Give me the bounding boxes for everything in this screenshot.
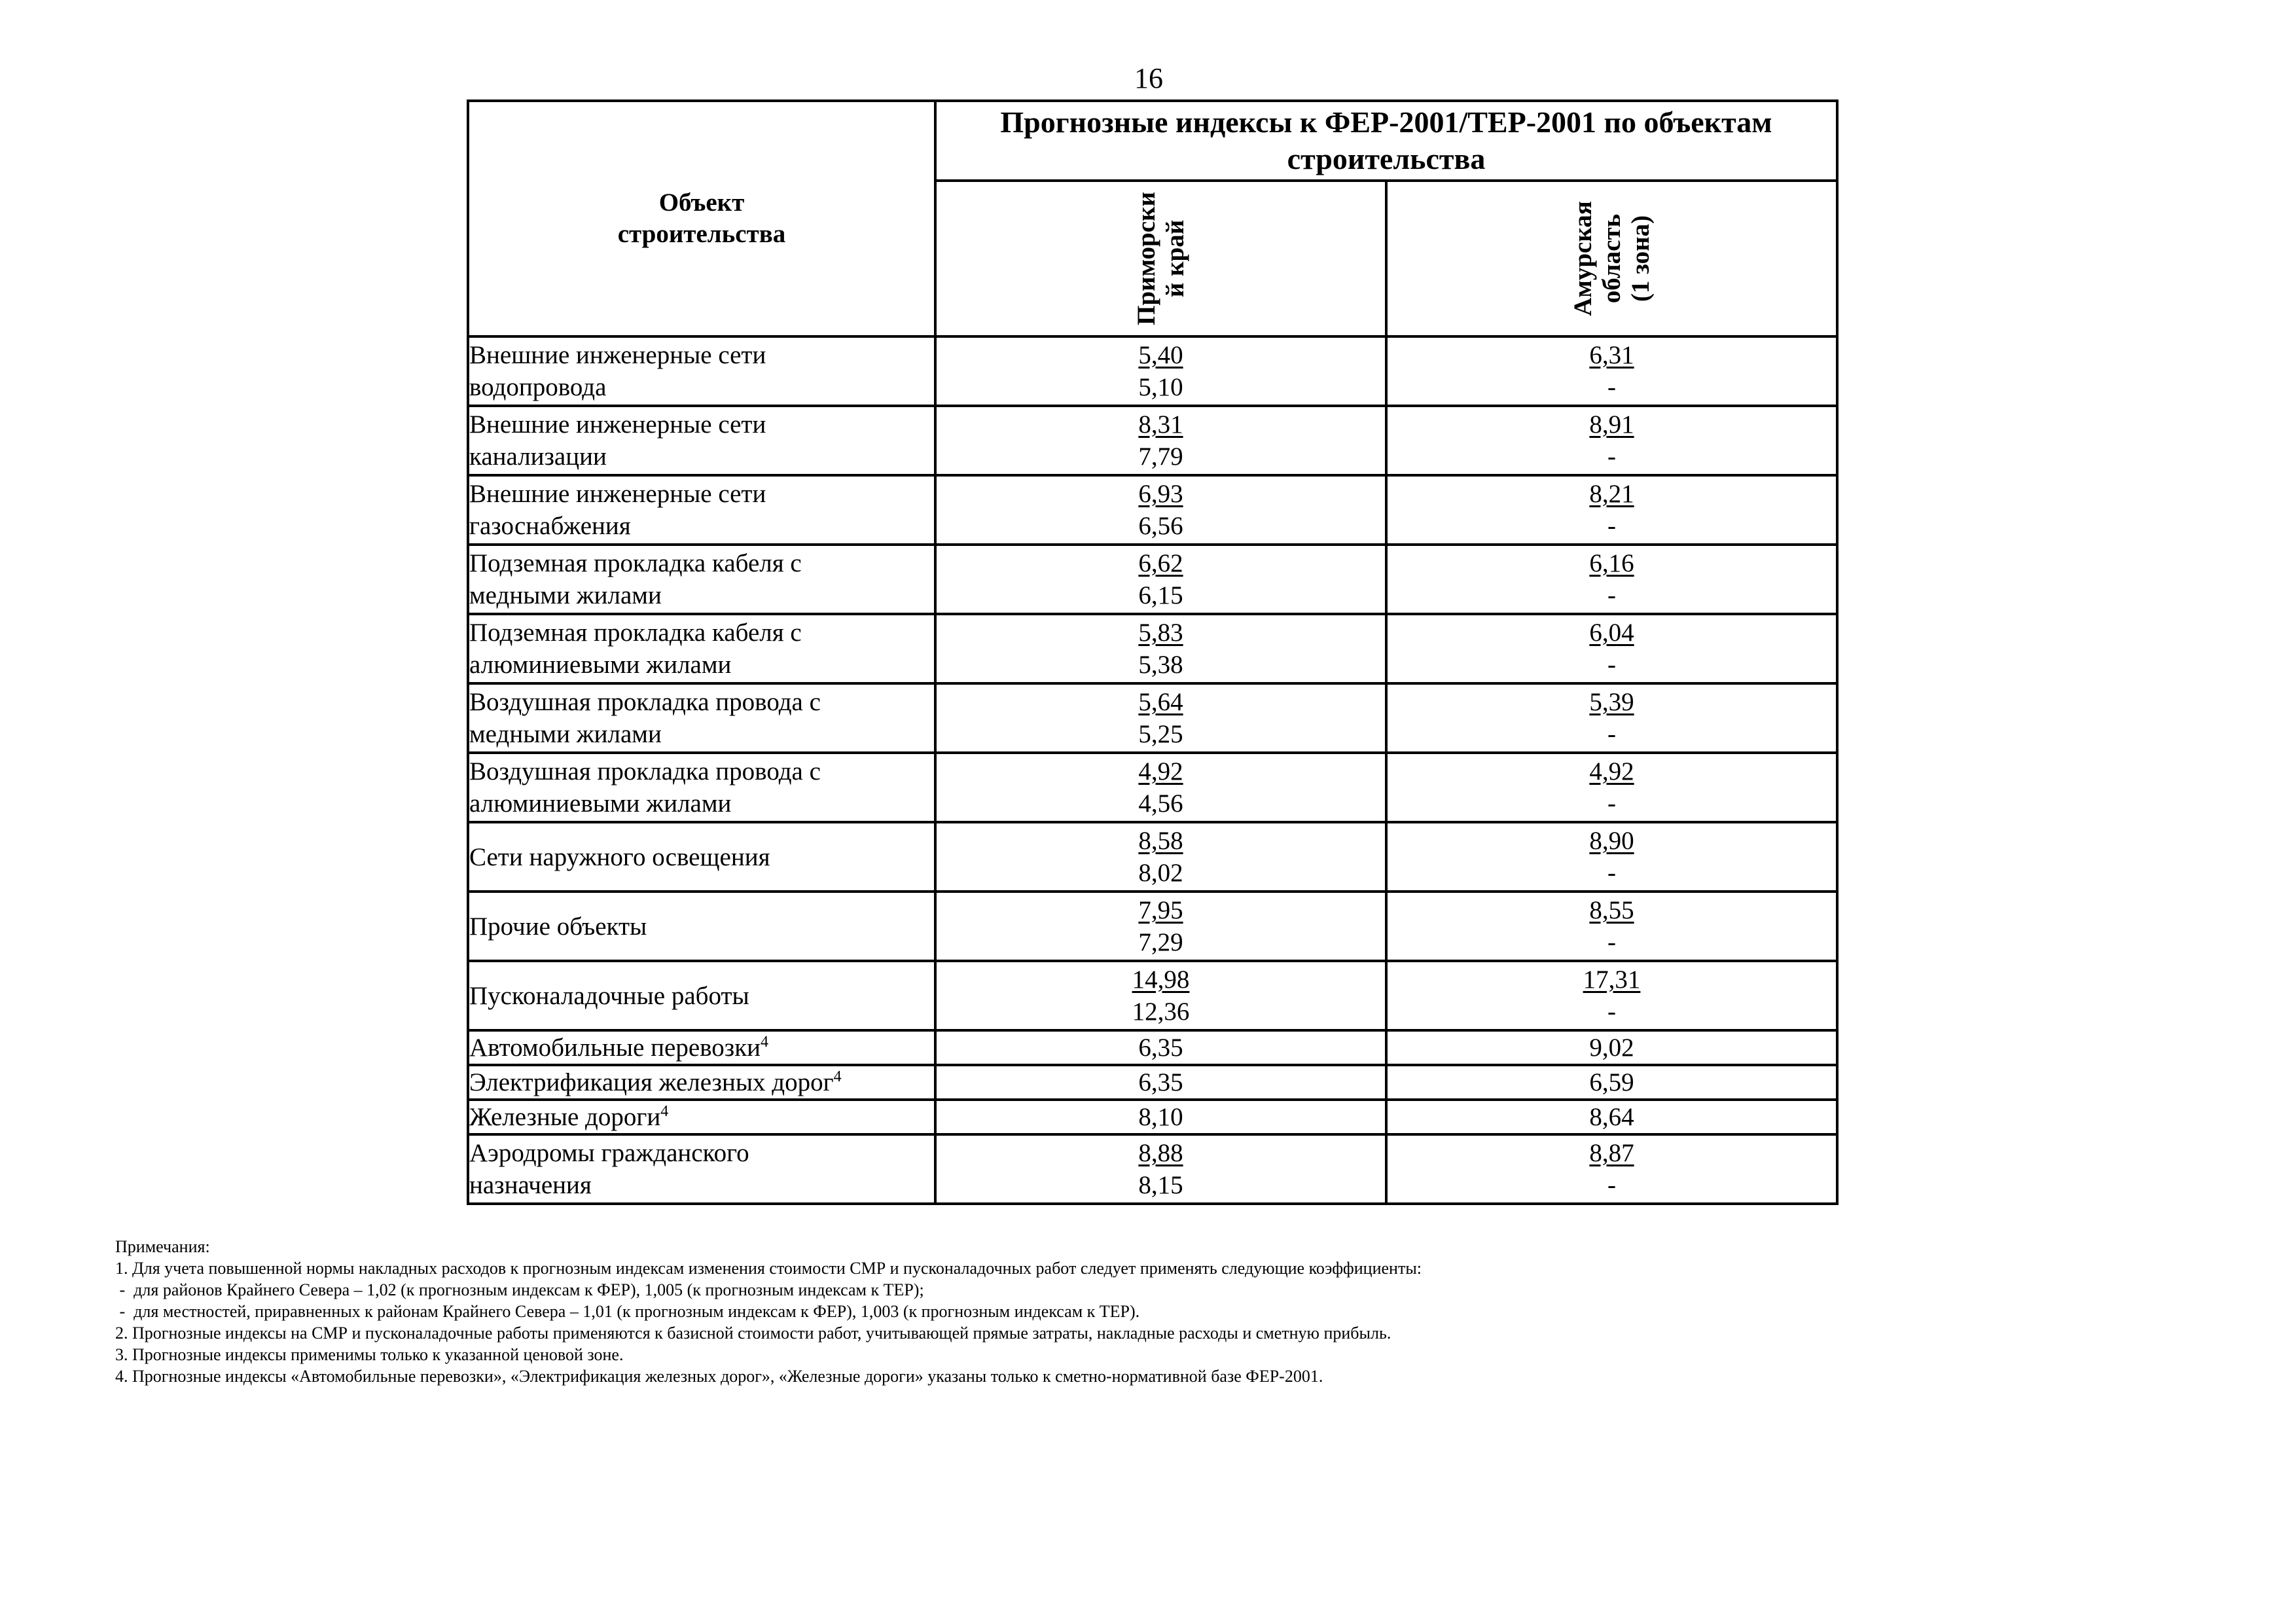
primorsky-index-cell [935,1134,1386,1204]
object-name-cell [468,545,935,614]
object-name-text: Внешние инженерные сети [469,480,766,508]
ter-index-value: 6,59 [1589,1068,1634,1096]
table-row [468,475,1837,545]
amur-index-cell [1386,1100,1837,1134]
ter-index-value: - [1607,789,1616,818]
primorsky-index-cell [935,892,1386,961]
ter-index-value: 5,38 [1138,651,1183,679]
page-number: 16 [1134,62,1163,94]
object-name-line [469,579,934,611]
table-row [468,614,1837,683]
table-row [468,683,1837,753]
table-row [468,961,1837,1030]
primorsky-index-cell [935,1030,1386,1065]
primorsky-index-cell [935,1065,1386,1100]
object-name-text: водопровода [469,373,607,401]
object-name-text: Электрификация железных дорог [469,1068,834,1096]
fer-index-value: 6,31 [1589,341,1634,369]
table-row [468,1134,1837,1204]
fer-index-value: 6,93 [1138,480,1183,508]
object-name-text: Сети наружного освещения [469,842,770,871]
ter-index-value: 6,35 [1138,1068,1183,1096]
object-name-line [469,911,934,943]
table-row [468,1030,1837,1065]
ter-index-value: 4,56 [1138,789,1183,818]
ter-index-value: 12,36 [1132,998,1190,1026]
object-name-line [469,718,934,750]
region-header-primorsky [935,181,1386,336]
object-name-cell [468,1030,935,1065]
object-column-header [468,101,935,336]
primorsky-index-cell [935,822,1386,892]
ter-index-value: 6,56 [1138,512,1183,540]
fer-index-value: 8,55 [1589,896,1634,924]
footnote-marker: 4 [761,1034,769,1051]
fer-index-value: 5,39 [1589,688,1634,716]
fer-index-value: 8,31 [1138,410,1183,439]
note-line: - для местностей, приравненных к районам Крайнего Севера – 1,01 (к прогнозным индексам к ФЕР), 1,003 (к прогнозным индексам к ТЕР). [115,1302,1140,1321]
object-name-line [469,408,934,441]
table-row [468,753,1837,822]
ter-index-value: - [1607,1171,1616,1199]
table-row [468,545,1837,614]
amur-index-cell [1386,1065,1837,1100]
object-name-line [469,371,934,403]
object-name-cell [468,961,935,1030]
amur-index-cell [1386,336,1837,406]
ter-index-value: 8,02 [1138,859,1183,887]
region-header-line: Амурская [1568,201,1597,316]
fer-index-value: 8,91 [1589,410,1634,439]
object-name-text: алюминиевыми жилами [469,651,732,679]
note-line: - для районов Крайнего Севера – 1,02 (к прогнозным индексам к ФЕР), 1,005 (к прогнозным индексам к ТЕР); [115,1280,924,1299]
object-name-line [469,510,934,542]
object-name-cell [468,1065,935,1100]
object-name-text: Прочие объекты [469,912,647,941]
fer-index-value: 6,04 [1589,619,1634,647]
primorsky-index-cell [935,614,1386,683]
object-name-cell [468,683,935,753]
table-row [468,406,1837,475]
object-header-line: Объект [658,189,745,217]
fer-index-value: 8,88 [1138,1139,1183,1167]
fer-index-value: 8,87 [1589,1139,1634,1167]
object-name-line [469,686,934,718]
table-row [468,336,1837,406]
ter-index-value: 9,02 [1589,1034,1634,1062]
ter-index-value: 5,10 [1138,373,1183,401]
object-name-text: Воздушная прокладка провода с [469,757,821,785]
object-name-cell [468,753,935,822]
object-name-cell [468,822,935,892]
primorsky-index-cell [935,545,1386,614]
region-header-amur [1386,181,1837,336]
object-name-text: медными жилами [469,581,662,609]
ter-index-value: - [1607,928,1616,956]
amur-index-cell [1386,961,1837,1030]
fer-index-value: 14,98 [1132,965,1190,994]
footnote-marker: 4 [833,1068,842,1085]
primorsky-index-cell [935,406,1386,475]
primorsky-index-cell [935,475,1386,545]
ter-index-value: - [1607,373,1616,401]
object-name-line [469,478,934,510]
object-name-text: канализации [469,442,607,471]
amur-index-cell [1386,1030,1837,1065]
region-header-line: й край [1160,219,1189,298]
object-name-text: медными жилами [469,720,662,748]
object-name-text: Внешние инженерные сети [469,410,766,439]
ter-index-value: - [1607,442,1616,471]
amur-index-cell [1386,475,1837,545]
object-name-text: Железные дороги [469,1103,661,1131]
primorsky-index-cell [935,336,1386,406]
note-line: 4. Прогнозные индексы «Автомобильные перевозки», «Электрификация железных дорог», «Железные дороги» указаны только к сметно-нормативной базе ФЕР-2001. [115,1367,1323,1386]
fer-index-value: 5,64 [1138,688,1183,716]
ter-index-value: - [1607,651,1616,679]
object-name-line [469,617,934,649]
fer-index-value: 5,40 [1138,341,1183,369]
amur-index-cell [1386,406,1837,475]
fer-index-value: 8,58 [1138,827,1183,855]
object-name-line [469,980,934,1012]
amur-index-cell [1386,892,1837,961]
fer-index-value: 8,90 [1589,827,1634,855]
ter-index-value: 5,25 [1138,720,1183,748]
table-row [468,1065,1837,1100]
amur-index-cell [1386,614,1837,683]
object-name-text: Подземная прокладка кабеля с [469,619,802,647]
object-name-text: Аэродромы гражданского [469,1139,749,1167]
fer-index-value: 5,83 [1138,619,1183,647]
region-header-line: Приморски [1132,192,1160,325]
note-line: 1. Для учета повышенной нормы накладных расходов к прогнозным индексам изменения стоимости СМР и пусконаладочных работ следует применять следующие коэффициенты: [115,1259,1422,1278]
table-row [468,822,1837,892]
object-name-text: газоснабжения [469,512,631,540]
object-name-line [469,441,934,473]
object-name-line [469,755,934,787]
object-name-cell [468,614,935,683]
amur-index-cell [1386,683,1837,753]
ter-index-value: 7,79 [1138,442,1183,471]
note-line: 3. Прогнозные индексы применимы только к указанной ценовой зоне. [115,1345,624,1364]
object-name-line [469,649,934,681]
amur-index-cell [1386,1134,1837,1204]
object-name-cell [468,406,935,475]
group-header-line: Прогнозные индексы к ФЕР-2001/ТЕР-2001 по объектам [1000,105,1772,139]
object-name-text: Автомобильные перевозки [469,1034,761,1062]
ter-index-value: 6,15 [1138,581,1183,609]
object-name-text: Пусконаладочные работы [469,981,749,1010]
object-name-text: Подземная прокладка кабеля с [469,549,802,577]
object-name-line [469,1101,934,1133]
ter-index-value: 8,15 [1138,1171,1183,1199]
index-group-header [935,101,1837,181]
object-name-line [469,547,934,579]
ter-index-value: - [1607,581,1616,609]
region-header-line: (1 зона) [1626,215,1655,302]
amur-index-cell [1386,822,1837,892]
fer-index-value: 7,95 [1138,896,1183,924]
notes-section [115,1236,2210,1387]
fer-index-value: 17,31 [1583,965,1641,994]
object-name-line [469,1066,934,1098]
table-row [468,892,1837,961]
object-name-cell [468,1134,935,1204]
object-name-cell [468,1100,935,1134]
notes-title: Примечания: [115,1237,210,1256]
amur-index-cell [1386,545,1837,614]
primorsky-index-cell [935,683,1386,753]
ter-index-value: - [1607,998,1616,1026]
table-row [468,1100,1837,1134]
object-name-line [469,1032,934,1064]
ter-index-value: 8,10 [1138,1103,1183,1131]
fer-index-value: 6,62 [1138,549,1183,577]
object-name-cell [468,892,935,961]
fer-index-value: 8,21 [1589,480,1634,508]
object-name-line [469,841,934,873]
object-header-line: строительства [617,220,786,248]
forecast-index-table [467,99,1839,1205]
ter-index-value: - [1607,720,1616,748]
object-name-line [469,1169,934,1201]
ter-index-value: 6,35 [1138,1034,1183,1062]
object-name-text: Внешние инженерные сети [469,341,766,369]
region-header-line: область [1597,213,1626,304]
ter-index-value: - [1607,859,1616,887]
primorsky-index-cell [935,753,1386,822]
note-line: 2. Прогнозные индексы на СМР и пусконаладочные работы применяются к базисной стоимости работ, учитывающей прямые затраты, накладные расходы и сметную прибыль. [115,1324,1391,1343]
object-name-text: назначения [469,1171,592,1199]
object-name-cell [468,336,935,406]
fer-index-value: 4,92 [1589,757,1634,785]
object-name-text: Воздушная прокладка провода с [469,688,821,716]
amur-index-cell [1386,753,1837,822]
object-name-line [469,1137,934,1169]
ter-index-value: 8,64 [1589,1103,1634,1131]
ter-index-value: 7,29 [1138,928,1183,956]
footnote-marker: 4 [660,1103,669,1120]
primorsky-index-cell [935,1100,1386,1134]
object-name-line [469,339,934,371]
object-name-text: алюминиевыми жилами [469,789,732,818]
fer-index-value: 4,92 [1138,757,1183,785]
fer-index-value: 6,16 [1589,549,1634,577]
primorsky-index-cell [935,961,1386,1030]
group-header-line: строительства [1287,142,1486,175]
object-name-line [469,787,934,820]
ter-index-value: - [1607,512,1616,540]
object-name-cell [468,475,935,545]
